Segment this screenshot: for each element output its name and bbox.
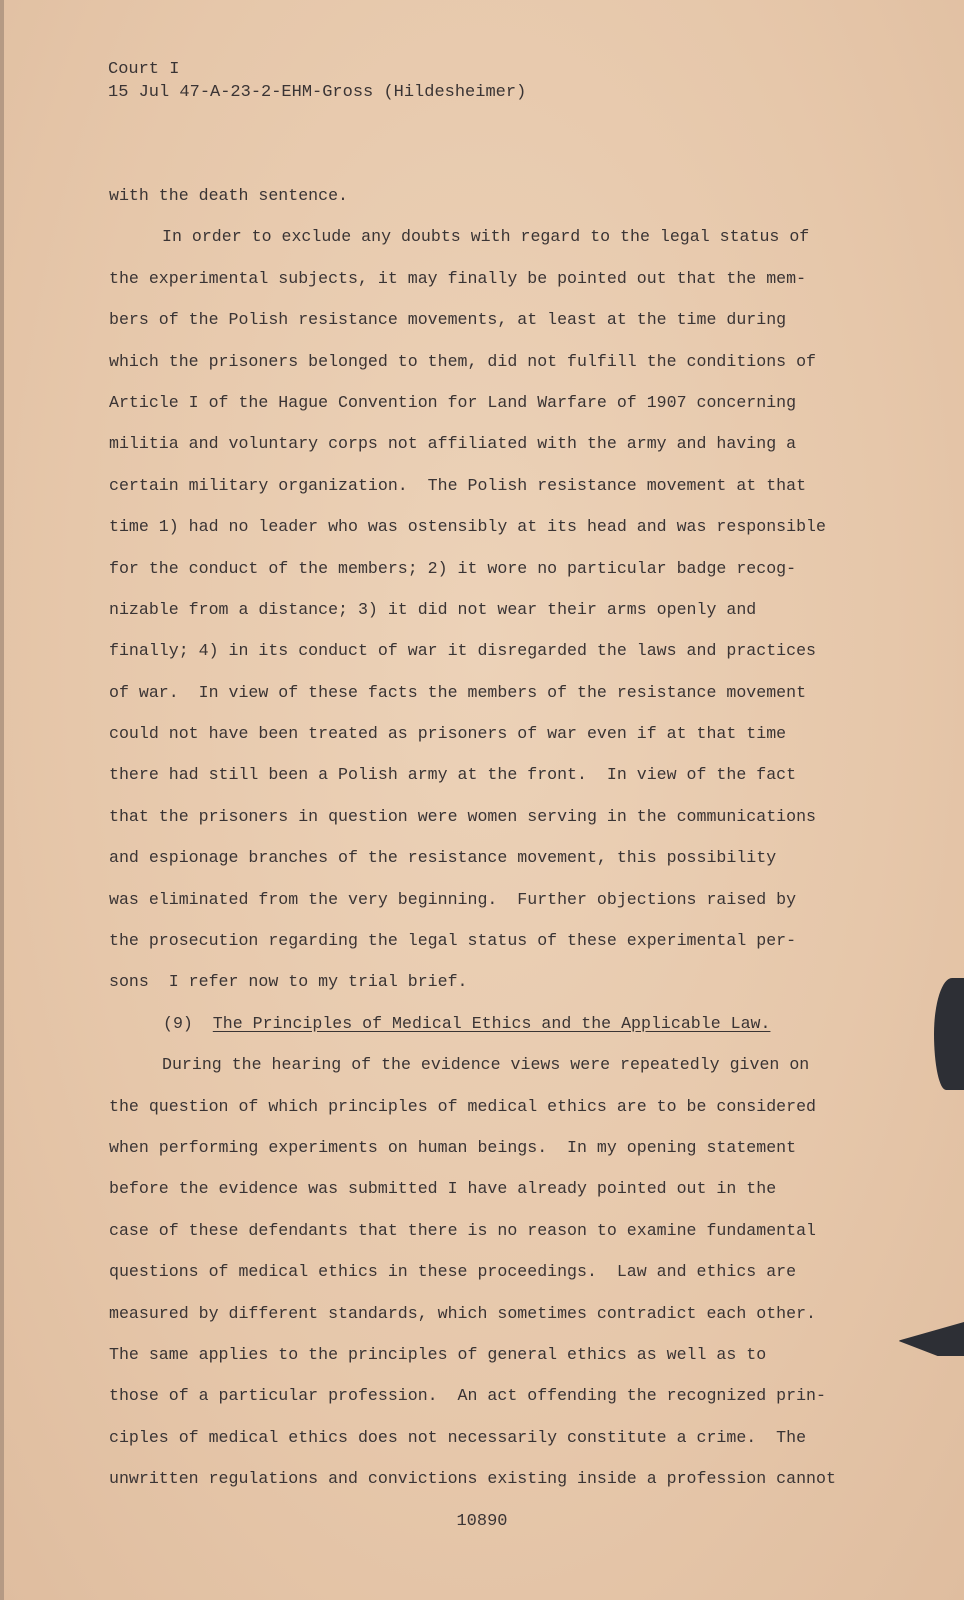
section-title: The Principles of Medical Ethics and the Applicable Law. <box>212 1013 771 1033</box>
text-line: the question of which principles of medical ethics are to be considered <box>109 1096 817 1116</box>
text-line: the experimental subjects, it may finally be pointed out that the mem- <box>109 268 807 288</box>
paper-tear <box>898 1322 964 1356</box>
text-line: nizable from a distance; 3) it did not wear their arms openly and <box>109 599 757 619</box>
text-line: case of these defendants that there is no reason to examine fundamental <box>109 1220 817 1240</box>
text-line: the prosecution regarding the legal status of these experimental per- <box>109 931 797 951</box>
text-line: with the death sentence. <box>109 186 348 205</box>
text-line: In order to exclude any doubts with regard to the legal status of <box>162 227 810 247</box>
text-line: finally; 4) in its conduct of war it disregarded the laws and practices <box>109 641 817 661</box>
paper-tear <box>934 978 964 1090</box>
document-header <box>108 58 526 104</box>
text-line: ciples of medical ethics does not necessarily constitute a crime. The <box>109 1427 807 1447</box>
paper-edge <box>0 0 4 1600</box>
text-line: there had still been a Polish army at the front. In view of the fact <box>109 765 797 785</box>
text-line: certain military organization. The Polish resistance movement at that <box>109 475 807 495</box>
text-line: The same applies to the principles of general ethics as well as to <box>109 1344 767 1364</box>
text-line: for the conduct of the members; 2) it wore no particular badge recog- <box>109 558 797 578</box>
text-line: bers of the Polish resistance movements, at least at the time during <box>109 310 787 330</box>
text-line: During the hearing of the evidence views were repeatedly given on <box>162 1055 810 1075</box>
text-line: before the evidence was submitted I have already pointed out in the <box>109 1179 777 1199</box>
text-line: when performing experiments on human beings. In my opening statement <box>109 1137 797 1157</box>
text-line: was eliminated from the very beginning. Further objections raised by <box>109 889 797 909</box>
text-line: that the prisoners in question were women serving in the communications <box>109 806 817 826</box>
text-line: could not have been treated as prisoners of war even if at that time <box>109 724 787 744</box>
text-line: which the prisoners belonged to them, did not fulfill the conditions of <box>109 351 817 371</box>
document-body <box>109 175 889 1500</box>
court-label: Court I <box>108 60 180 79</box>
text-line: sons I refer now to my trial brief. <box>109 972 468 992</box>
text-line: questions of medical ethics in these proceedings. Law and ethics are <box>109 1262 797 1282</box>
text-line: those of a particular profession. An act offending the recognized prin- <box>109 1386 826 1406</box>
section-number: (9) <box>163 1013 193 1033</box>
text-line: and espionage branches of the resistance movement, this possibility <box>109 848 777 868</box>
reference-line: 15 Jul 47-A-23-2-EHM-Gross (Hildesheimer) <box>108 83 527 102</box>
text-line: of war. In view of these facts the members of the resistance movement <box>109 682 807 702</box>
text-line: Article I of the Hague Convention for Land Warfare of 1907 concerning <box>109 392 797 412</box>
text-line: measured by different standards, which sometimes contradict each other. <box>109 1303 817 1323</box>
section-heading <box>109 1003 889 1044</box>
text-line: time 1) had no leader who was ostensibly at its head and was responsible <box>109 517 826 537</box>
text-line: militia and voluntary corps not affiliated with the army and having a <box>109 434 797 454</box>
page-number: 10890 <box>456 1512 508 1531</box>
text-line: unwritten regulations and convictions existing inside a profession cannot <box>109 1469 836 1489</box>
